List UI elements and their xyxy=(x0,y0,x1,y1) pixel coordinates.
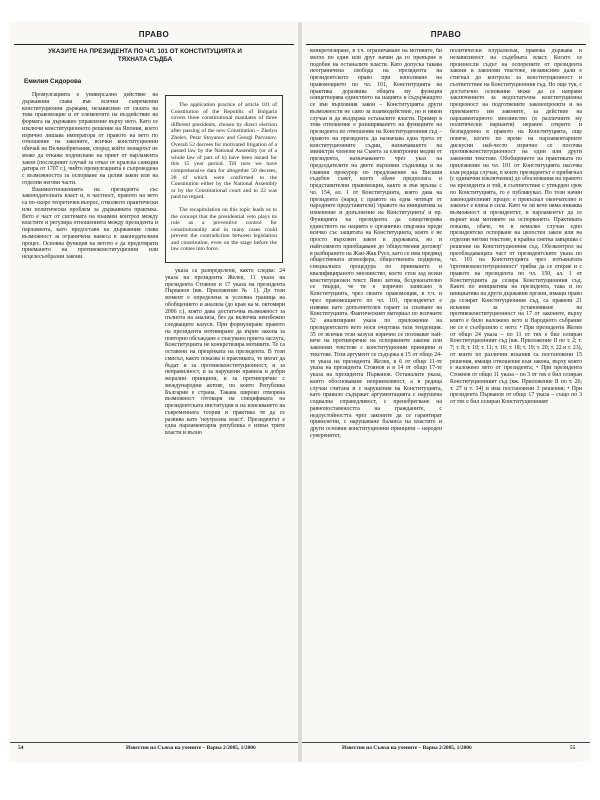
left-page xyxy=(10,22,298,762)
article-title: УКАЗИТЕ НА ПРЕЗИДЕНТА ПО ЧЛ. 101 ОТ КОНСТИТУЦИЯТА И ТЯХНАТА СЪДБА xyxy=(48,48,242,63)
article-author: Емилия Сидорова xyxy=(24,78,82,85)
running-header-right: ПРАВО xyxy=(306,28,586,45)
right-column-1 xyxy=(310,48,442,738)
english-abstract-box xyxy=(165,95,283,263)
page-number-right: 55 xyxy=(570,745,576,751)
paragraph: конкретизиране, в т.ч. ограничаване на мотивите, би могло по един или друг начин да го превърне в подобие на останалите власти. Като допуска такава неограничена свобода на президента на президентското право при използване на правомощието по чл. 101, Конституцията на практика доразвива общата му функция олицетворява единството на нацията и съдържащото се във върховния закон – Конституцията други възможности не само за взаимодействие, но и някои случаи и да въздържа останалите власти. Пример в това отношение е разширяването на функциите на президента по отношение на Конституционния съд – правото на президента да назначава една трета от конституционните съдии, назначаването на министри членове на Съвета за електронни медии от президента, назначаването чрез указ на председателите на двете върховни съдилища и на главния прокурор по предложение на Висшия съдебен съвет, което обаче предполага и представителни правомощия, както и във връзка с чл. 154, ал. 1 от Конституцията, която дава на президента (наред с правото на една четвърт от народните представители) 'правото на инициатива за изменение и допълнение на Конституцията' и пр. Функцията на президента да олицетворява единството на нацията е органично свързана преди всичко със защитата на Конституцията, която е не просто върховен закон в държавата, но и найголямото приобщаване до 'обществения договор' в разбирането на Жан-Жак Русо, като се има предвид обществената атмосфера, обществената подкрепа, специалната процедура по приемането и квалифицираното мнозинство, което стои зад всеки конституционен текст. Явно затова, бездоказателно се твърди, че тя е изрично записано в Конституцията, чрез своите правомощия, в т.ч. и чрез правомощието по чл. 101, президентът е изявява като допълнителен гарант за спазване на Конституцията. Фактическият материал по всичките 52 анализирани указа по приложение на президентското вето носи очертана тази тенденция. 35 от всички тези казуси изрично се позовават най-вече на противоречие на оспорваните закони или законови текстове с конституционни принципи и текстове. Този аргумент се съдържа в 15 от общо 24-те указа на президента Желев, в 6 от общо 11-те указа на президента Стоянов и в 14 от общо 17-те указа на президента Първанов. Останалите указа, които обосноваване неприемливост, а в редица случаи считана и с нарушения на Конституцията, като правило съдържат аргументацията с нарушена социална справедливост, с пренебрегване на равнопоставеността на гражданите, с недоустойността чрез законите да се гарантират привилегии, с нарушаване баланса на властите и други основни конституционни принципи – народен суверенитет, xyxy=(310,48,442,439)
paragraph: политически плурализъм, правова държава и независимост на съдебната власт. Когато се произнесли съдът на оспорените от президента закони и законови текстове, независимо дали е стигнал до контрола за конституционност и съответствие на Конституционния съд. Но още тук, с достатъчно основание може да се направи заключението за недостатъчна конституционна прецизност на подготвените законопроекти и на приемането им законите, за действие на парламентарното мнозинство (в различните му политически варианти) неравно открито и безпардонно в правото на Конституцията, още повече, когато по време на парламентарните дискусии най-често изрично се посочва противоконституционност на един или други законови текстове. Обобщението на практиката по приложение на чл. 101 от Конституцията насочва към редица случаи, в които президентът е прибягнал (с единични изключения) до обоснования на правото на президента и той, в съответствие с утвърден срок по Конституцията, го е публикувал. По този начин законодателният процес е прекъсвал окончателно и законът е влиза в сила. Като че ли вече няма никаква възможност и президентът, и парламентът да се върнат към мотивите на оспорването. Практиката показва, обаче, че в немалко случаи едно президентско оспорване на цялостен закон или на отделни негови текстове, в крайна сметка завършва с решение на Конституционния съд. Обезконтрол на преобладаващата част от президентските указа по чл. 101 на Конституцията чрез изтъкнатата 'противоконституционност' трябва да се открие и с правото на президента по чл. 150, ал. 1 от Конституцията да сезира Конституционния съд. Както по инициатива на президента, така и по инициатива на други държавни органи, имащи право да сезират Конституционния съд, са правени 21 искания за установяване на противоконституционност на 17 от законите, върху които е било наложено вето и Народното събрание не се е съобразило с него: • При президента Желев от общо 24 указа – по 11 от тях е бил сезиран Конституционният съд (вж. Приложение II по т. 2; т. 7; т. 8; т. 10; т. 11; т. 16; т. 18; т. 19; т. 20; т. 22 и т. 23), от които по различни искания са постановени 15 решения, имащи отношение към закона, върху които е наложено вето от президента; • При президента Стоянов от общо 11 указа – по 3 от тях е бил сезиран Конституционният съд (вж. Приложение II по т. 26; т. 27 и т. 34) и има постановени 3 решения; • При президента Първанов от общо 17 указа – също по 3 от тях е бил сезиран Конституционният xyxy=(450,48,582,405)
left-column-1 xyxy=(22,92,158,742)
page-number-left: 54 xyxy=(18,745,24,751)
journal-title-left: Известия на Съюза на учените – Варна 2/2005, 1/2006 xyxy=(126,745,256,751)
book-spread xyxy=(10,22,590,762)
left-column-2 xyxy=(165,268,285,738)
abstract-paragraph-1: The application practice of article 101 of Constitution of the Republic of Bulgaria covers three constitutional mandates of three different presidents, chosen by direct election after passing of the new Constitution – Zhelyu Zhelev, Petar Stoyanov and Georgi Parvanov. Overall 52 decrees for motivated litigation of a passed law by the National Assembly (or of a whole law of part of it) have been issued for this 15 year period. Till now we have comprehensive data for altogether 50 decrees, 28 of which were confirmed to the Constitution either by the National Assembly or by the Constitutional court and to 22 was paid no regard. xyxy=(171,102,277,201)
footer-right xyxy=(302,742,590,755)
paragraph: Взаимоотношенията на президента със законодателната власт и, в частност, правото на вето са по-скоро теоретичен въпрос, отколкото практически или политически проблем за държавната практика. Вето е част от системата на взаимен контрол между властите и регулира отношенията между президента и парламента, като предоставя на държавния глава възможност за ограничена намеса в законодателния процес. Основна функция на ветото е да предотврати приемането на противоконституционни или нецелесъобразни закони. xyxy=(22,186,158,260)
abstract-paragraph-2: The recapitulation on this topic leads us to the concept that the presidential veto plays its role as a preventive control for constitutionality and in many cases could prevent the contradiction between legislation and constitution, even on the stage before the law comes into force. xyxy=(171,206,277,253)
paragraph: указа са разпределени, както следва: 24 указа на президента Желев, 11 указа на президента Стоянов и 17 указа на президента Първанов (вж. Приложение № 1). До този момент е определена и условна граница на обобщението и анализа (до края на м. октомври 2006 г.), която дава достатъчна възможност за пълнота на анализа, без да включва неизбежно следващите казуси. При формулиране правото на президента мотивирано да върне закона за повторно обсъждане е гласувано приета заслуга, Конституцията не конкретизира мотивите. Те са оставени на преценката на президента. В този смисъл, както показва и практиката, те могат да бъдат и за противоконституционност, и за неправилност, и за нарушени правила и добри морални принципи, и за противоречие с международни актове, по които Република България е страна. Такава широко отворена възможност отговаря на спецификата на президентската институция и на изискването на съвременната теория и практика тя да се развива като 'неутрална власт'. Президентът е една парламентарна република е извън трите власти и вълно xyxy=(165,268,285,436)
running-header-left: ПРАВО xyxy=(14,28,294,45)
right-column-2 xyxy=(450,48,582,738)
paragraph: Промулгацията е универсално действие на държавния глава във всички съвременни конституционни държави, независимо от силата на това правомощие и от елементите на въздействие на формата на държавно управление върху него. Като се изключи конституционното решение на Япония, което изрично лишава императора от правото на вето по отношение на законите, всички конституционни обичай на Великобритания, според който монархът не може да откаже подписване на приет от парламента закон (последният случай за отказ от кралска санкция датира от 1707 г.), чийто промулгацията е съпроводена с възможността за оспорване на целия закон или на отделни негови части. xyxy=(22,92,158,186)
right-page xyxy=(302,22,590,762)
journal-title-right: Известия на Съюза на учените – Варна 2/2005, 1/2006 xyxy=(342,745,472,751)
footer-left xyxy=(10,742,298,755)
